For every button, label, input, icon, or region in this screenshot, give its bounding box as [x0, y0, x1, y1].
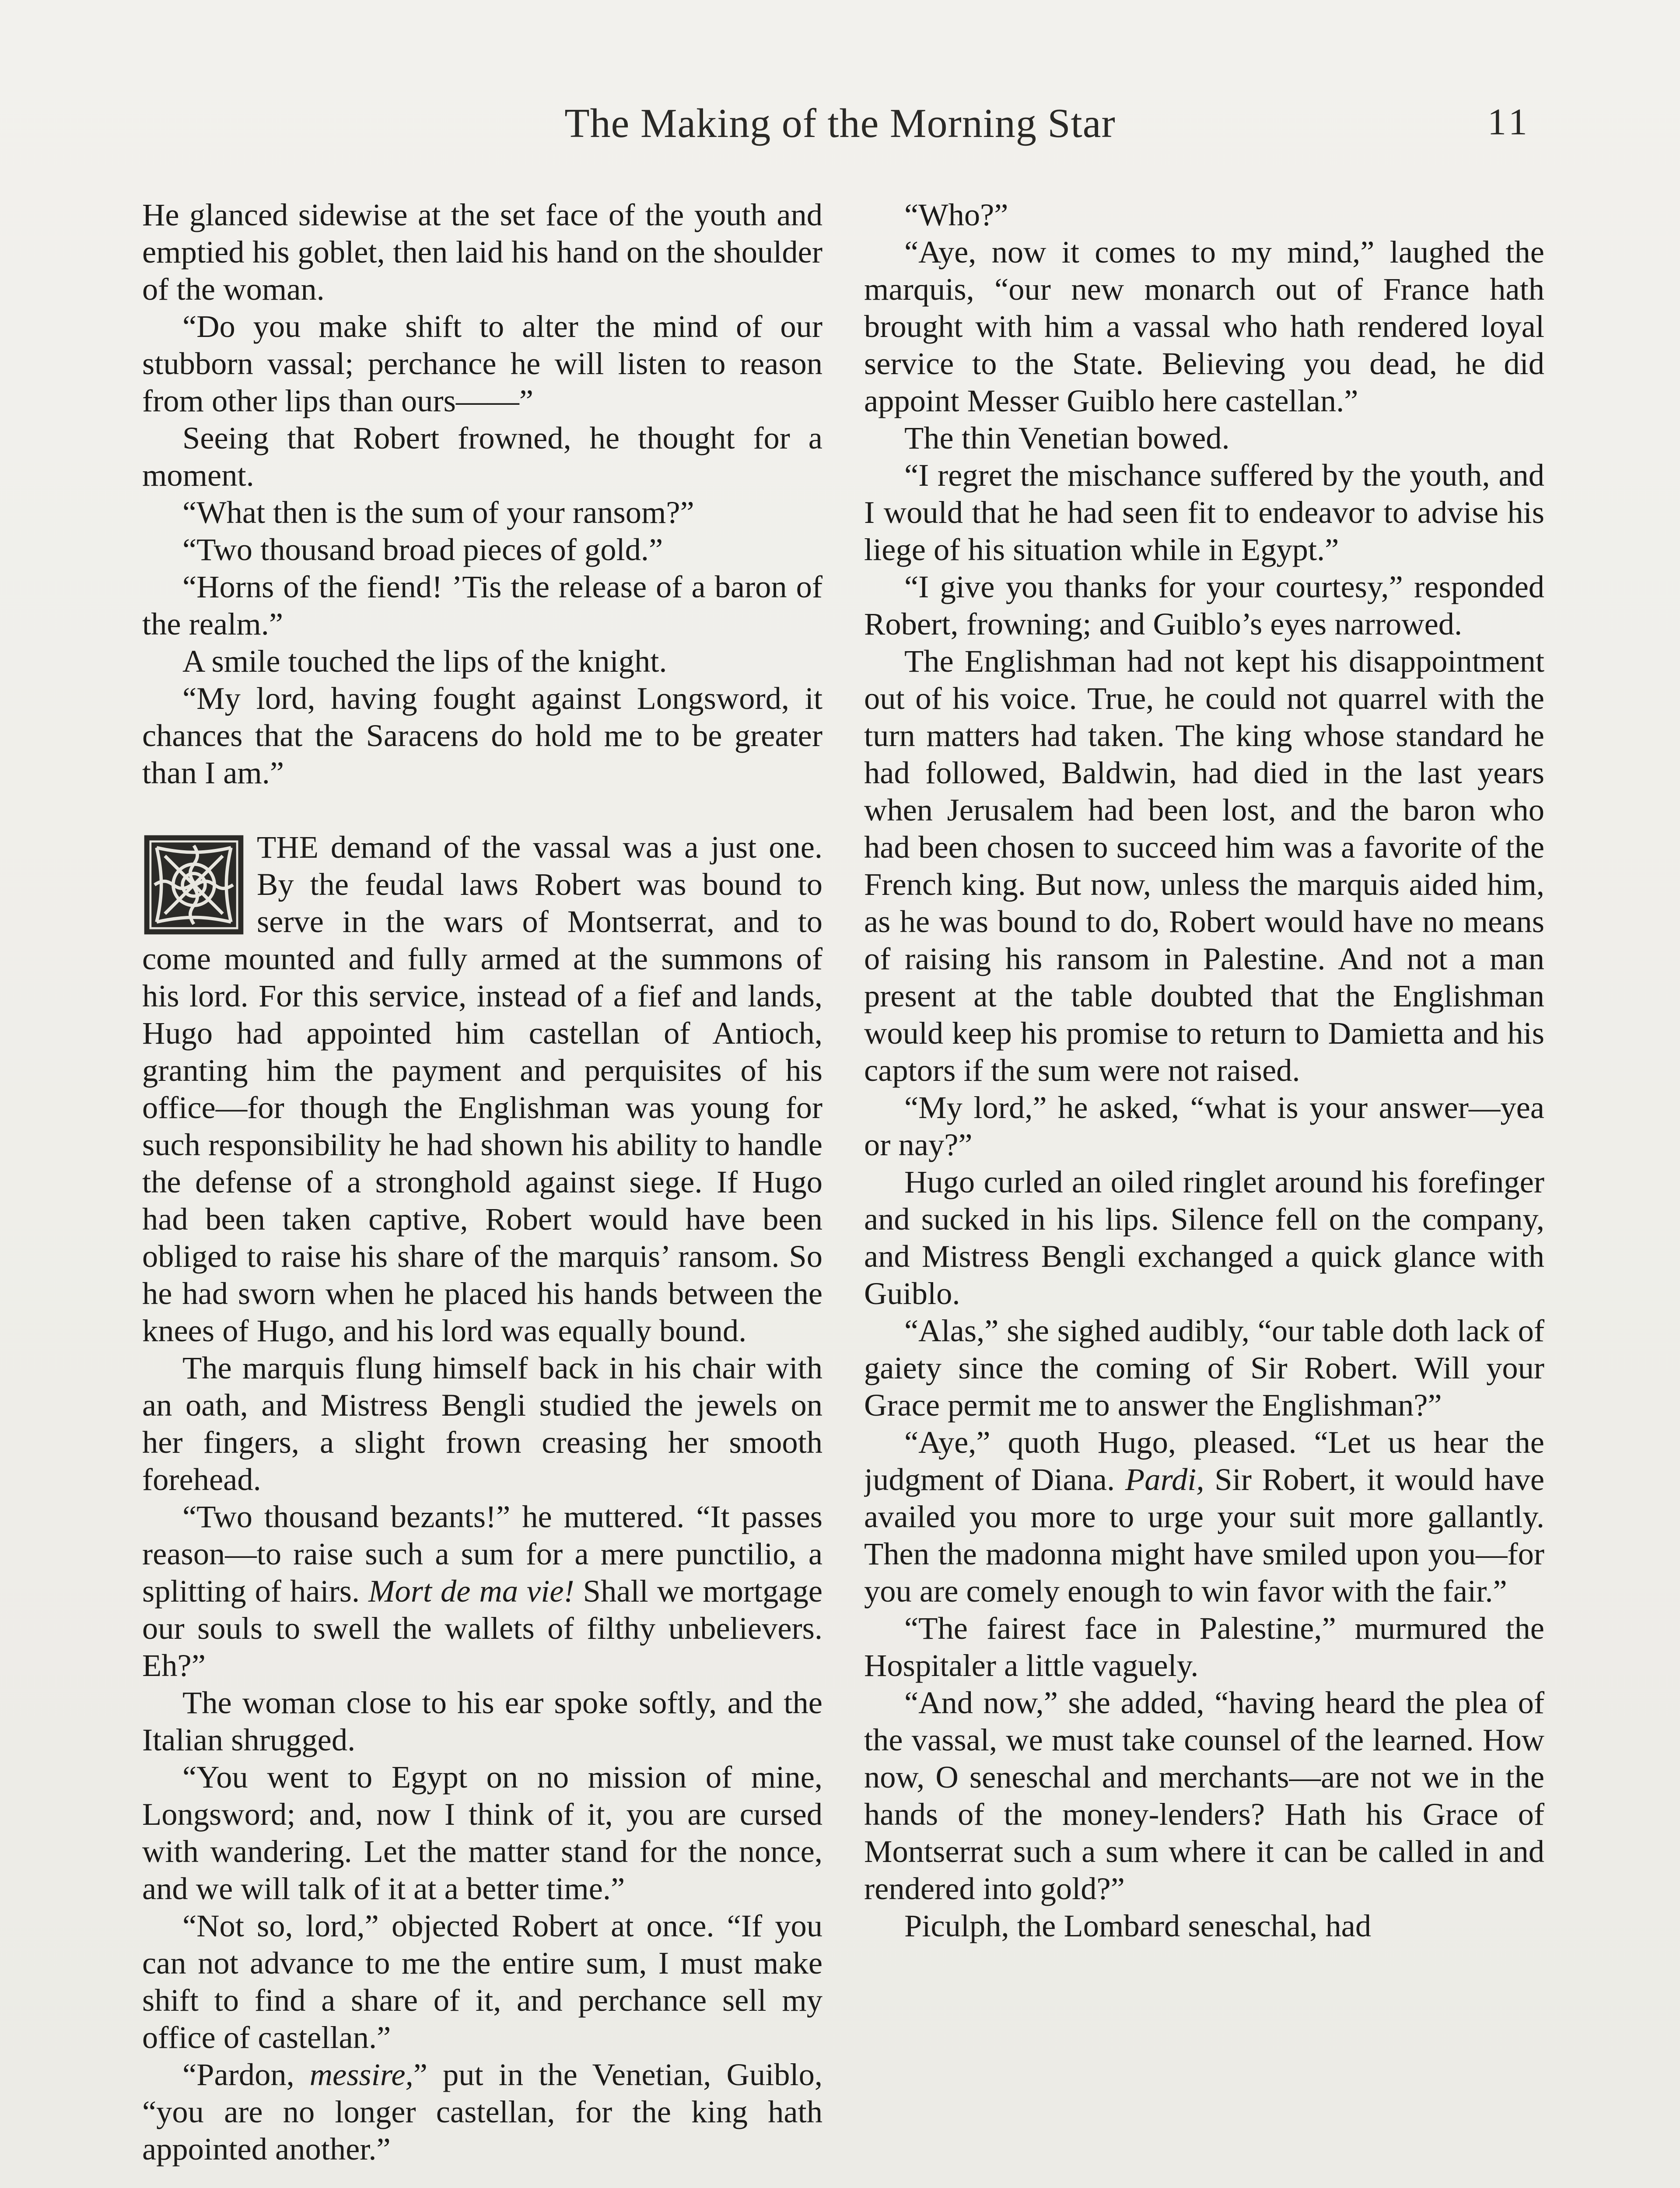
paragraph [864, 1424, 1544, 1609]
paragraph: The thin Venetian bowed. [904, 420, 1230, 456]
paragraph: “Two thousand broad pieces of gold.” [182, 532, 663, 567]
running-head [0, 100, 1680, 157]
paragraph: “Who?” [904, 197, 1008, 232]
paragraph: “I give you thanks for your courtesy,” responded Robert, frowning; and Guiblo’s eyes narrowed. [864, 569, 1544, 642]
paragraph: “Horns of the fiend! ’Tis the release of a baron of the realm.” [142, 569, 822, 642]
text-run: Shall we mortgage our souls to swell the wallets of filthy unbelievers. Eh?” [142, 1573, 822, 1683]
right-column [864, 196, 1544, 2188]
page-number: 11 [1488, 101, 1531, 143]
paragraph: “Aye, now it comes to my mind,” laughed the marquis, “our new monarch out of France hath brought with him a vassal who hath rendered loyal service to the State. Believing you dead, he did appoint Messer Guiblo here castellan.” [864, 234, 1544, 418]
paragraph: The woman close to his ear spoke softly, and the Italian shrugged. [142, 1685, 822, 1757]
paragraph: Hugo curled an oiled ringlet around his forefinger and sucked in his lips. Silence fell on the company, and Mistress Bengli exchanged a quick glance with Guiblo. [864, 1164, 1544, 1311]
italic-phrase: messire, [309, 2057, 413, 2092]
celtic-knot-ornament-icon [142, 833, 245, 937]
text-run: Sir Robert, it would have availed you more to urge your suit more gallantly. Then the madonna might have smiled upon you—for you are comely enough to win favor with the fair.” [864, 1462, 1544, 1609]
section-break [142, 791, 822, 828]
paragraph: “My lord,” he asked, “what is your answer—yea or nay?” [864, 1090, 1544, 1162]
paragraph: “And now,” she added, “having heard the plea of the vassal, we must take counsel of the learned. How now, O seneschal and merchants—are not we in the hands of the money-lenders? Hath his Grace of Montserrat such a sum where it can be called in and rendered into gold?” [864, 1685, 1544, 1906]
paragraph: The Englishman had not kept his disappointment out of his voice. True, he could not quarrel with the turn matters had taken. The king whose standard he had followed, Baldwin, had died in the last years when Jerusalem had been lost, and the baron who had been chosen to succeed him was a favorite of the French king. But now, unless the marquis aided him, as he was bound to do, Robert would have no means of raising his ransom in Palestine. And not a man present at the table doubted that the Englishman would keep his promise to return to Damietta and his captors if the sum were not raised. [864, 643, 1544, 1088]
paragraph: Seeing that Robert frowned, he thought for a moment. [142, 420, 822, 493]
paragraph: “The fairest face in Palestine,” murmured the Hospitaler a little vaguely. [864, 1610, 1544, 1683]
paragraph: “Alas,” she sighed audibly, “our table doth lack of gaiety since the coming of Sir Robert. Will your Grace permit me to answer the Englishman?” [864, 1313, 1544, 1423]
text-run: “Two thousand bezants!” he muttered. “It passes reason—to raise such a sum for a mere punctilio, a splitting of hairs. [142, 1499, 822, 1609]
page-title: The Making of the Morning Star [564, 101, 1116, 146]
text-run: “Aye,” quoth Hugo, pleased. “Let us hear the judgment of Diana. [864, 1424, 1544, 1497]
text-run: ” put in the Venetian, Guiblo, “you are no longer castellan, for the king hath appointed another.” [142, 2057, 822, 2167]
paragraph [142, 1498, 822, 1684]
italic-phrase: Mort de ma vie! [368, 1573, 574, 1609]
paragraph: “I regret the mischance suffered by the youth, and I would that he had seen fit to endeavor to advise his liege of his situation while in Egypt.” [864, 457, 1544, 567]
paragraph: “Do you make shift to alter the mind of our stubborn vassal; perchance he will listen to reason from other lips than ours——” [142, 309, 822, 418]
paragraph [142, 2056, 822, 2167]
paragraph: He glanced sidewise at the set face of the youth and emptied his goblet, then laid his hand on the shoulder of the woman. [142, 197, 822, 307]
dropcap-text: THE demand of the vassal was a just one. By the feudal laws Robert was bound to serve in the wars of Montserrat, and to come mounted and fully armed at the summons of his lord. For this service, instead of a fief and lands, Hugo had appointed him castellan of Antioch, granting him the payment and perquisites of his office—for though the Englishman was young for such responsibility he had shown his ability to handle the defense of a stronghold against siege. If Hugo had been taken captive, Robert would have been obliged to raise his share of the marquis’ ransom. So he had sworn when he placed his hands between the knees of Hugo, and his lord was equally bound. [142, 829, 822, 1348]
paragraph: Piculph, the Lombard seneschal, had [904, 1908, 1372, 1943]
text-run: “Pardon, [182, 2057, 310, 2092]
paragraph: A smile touched the lips of the knight. [182, 643, 667, 679]
left-column [142, 196, 822, 2188]
italic-phrase: Pardi, [1125, 1462, 1204, 1497]
paragraph: “Not so, lord,” objected Robert at once. “If you can not advance to me the entire sum, I must make shift to find a share of it, and perchance sell my office of castellan.” [142, 1908, 822, 2055]
paragraph: “My lord, having fought against Longsword, it chances that the Saracens do hold me to be greater than I am.” [142, 680, 822, 790]
paragraph: The marquis flung himself back in his chair with an oath, and Mistress Bengli studied the jewels on her fingers, a slight frown creasing her smooth forehead. [142, 1350, 822, 1497]
dropcap-paragraph [142, 828, 822, 1349]
paragraph: “What then is the sum of your ransom?” [182, 494, 694, 530]
paragraph: “You went to Egypt on no mission of mine, Longsword; and, now I think of it, you are cursed with wandering. Let the matter stand for the nonce, and we will talk of it at a better time.” [142, 1759, 822, 1906]
